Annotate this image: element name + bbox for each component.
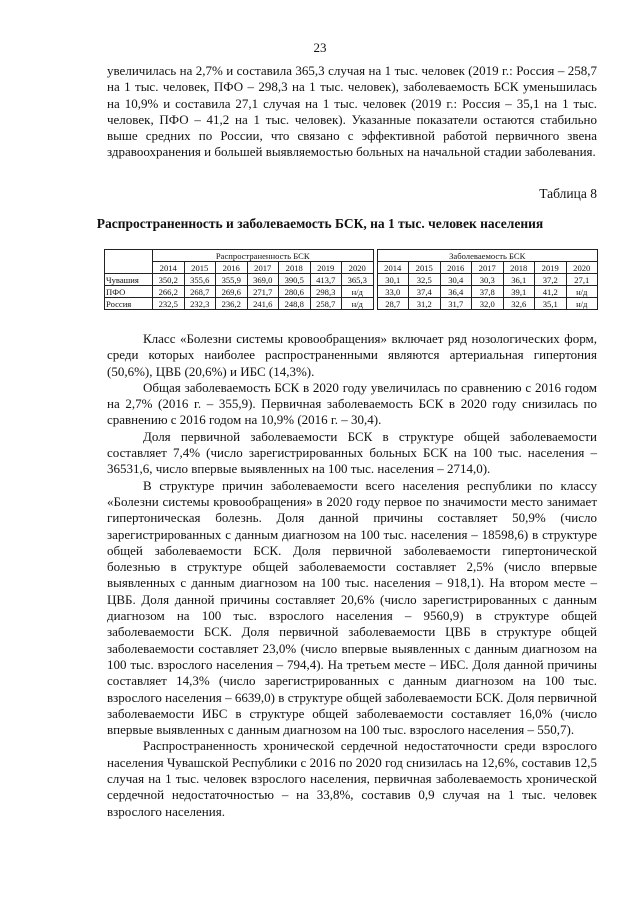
table-cell: 268,7 bbox=[184, 286, 216, 298]
table-title: Распространенность и заболеваемость БСК, на 1 тыс. человек населения bbox=[96, 216, 544, 231]
table-cell: 232,5 bbox=[153, 298, 185, 310]
table-cell: 271,7 bbox=[247, 286, 279, 298]
year-header: 2018 bbox=[503, 262, 535, 274]
year-header: 2019 bbox=[310, 262, 342, 274]
table-number: Таблица 8 bbox=[539, 186, 597, 201]
table-cell: 266,2 bbox=[153, 286, 185, 298]
year-header: 2014 bbox=[153, 262, 185, 274]
paragraph: В структуре причин заболеваемости всего населения республики по классу «Болезни системы кровообращения» в 2020 году первое по значимости место занимает гипертоническая болезнь. Доля данной причины составляет 50,9% (число зарегистрированных с данным диагнозом на 100 тыс. населения – 18598,6) в структуре общей заболеваемости БСК. Доля первичной заболеваемости гипертонической болезнью в структуре общей заболеваемости составляет 2,5% (число впервые выявленных с данным диагнозом на 100 тыс. населения – 918,1). На втором месте – ЦВБ. Доля данной причины составляет 20,6% (число зарегистрированных с данным диагнозом на 100 тыс. взрослого населения – 9560,9) в структуре общей заболеваемости БСК. Доля первичной заболеваемости ЦВБ в структуре общей заболеваемости составляет 23,0% (число впервые выявленных с данным диагнозом на 100 тыс. взрослого населения – 794,4). На третьем месте – ИБС. Доля данной причины составляет 14,3% (число зарегистрированных с данным диагнозом на 100 тыс. взрослого населения – 6639,0) в структуре общей заболеваемости БСК. Доля первичной заболеваемости ИБС в структуре общей заболеваемости составляет 16,0% (число впервые выявленных с данным диагнозом на 100 тыс. взрослого населения – 550,7). bbox=[107, 477, 597, 738]
table-cell: н/д bbox=[342, 298, 374, 310]
table-cell: 369,0 bbox=[247, 274, 279, 286]
table-cell: 269,6 bbox=[216, 286, 248, 298]
row-label: Чувашия bbox=[105, 274, 153, 286]
table-cell: 31,7 bbox=[440, 298, 472, 310]
table-cell: 39,1 bbox=[503, 286, 535, 298]
year-header: 2018 bbox=[279, 262, 311, 274]
year-header: 2015 bbox=[409, 262, 441, 274]
table-cell: 35,1 bbox=[535, 298, 567, 310]
table-cell: 236,2 bbox=[216, 298, 248, 310]
page-number: 23 bbox=[313, 40, 327, 55]
row-label: Россия bbox=[105, 298, 153, 310]
year-header: 2019 bbox=[535, 262, 567, 274]
table-cell: 241,6 bbox=[247, 298, 279, 310]
table-year-row bbox=[105, 262, 598, 274]
table-cell: 32,5 bbox=[409, 274, 441, 286]
table-cell: 32,0 bbox=[472, 298, 504, 310]
table-cell: 30,4 bbox=[440, 274, 472, 286]
table-cell: н/д bbox=[566, 286, 598, 298]
table-cell: 30,1 bbox=[377, 274, 409, 286]
table-cell: 36,1 bbox=[503, 274, 535, 286]
year-header: 2016 bbox=[216, 262, 248, 274]
year-header: 2014 bbox=[377, 262, 409, 274]
table-group-header-row bbox=[105, 250, 598, 262]
table-cell: 37,4 bbox=[409, 286, 441, 298]
table-row-russia bbox=[105, 298, 598, 310]
table-cell: 41,2 bbox=[535, 286, 567, 298]
table-cell: 33,0 bbox=[377, 286, 409, 298]
table-cell: 37,2 bbox=[535, 274, 567, 286]
table-cell: 350,2 bbox=[153, 274, 185, 286]
table-cell: 298,3 bbox=[310, 286, 342, 298]
year-header: 2020 bbox=[342, 262, 374, 274]
paragraph: Распространенность хронической сердечной недостаточности среди взрослого населения Чувашской Республики с 2016 по 2020 год снизилась на 12,6%, составив 12,5 случая на 1 тыс. человек взрослого населения, первичная заболеваемость хронической сердечной недостаточностью – на 33,8%, составив 0,9 случая на 1 тыс. человек взрослого населения. bbox=[107, 738, 597, 819]
row-label: ПФО bbox=[105, 286, 153, 298]
table-cell: 248,8 bbox=[279, 298, 311, 310]
table-row-pfo bbox=[105, 286, 598, 298]
table-cell: 30,3 bbox=[472, 274, 504, 286]
table-cell: 355,6 bbox=[184, 274, 216, 286]
table-cell: 355,9 bbox=[216, 274, 248, 286]
table-cell: 28,7 bbox=[377, 298, 409, 310]
table-cell: 32,6 bbox=[503, 298, 535, 310]
body-text bbox=[107, 331, 597, 820]
table-cell: 258,7 bbox=[310, 298, 342, 310]
table-cell: 31,2 bbox=[409, 298, 441, 310]
year-header: 2017 bbox=[472, 262, 504, 274]
year-header: 2016 bbox=[440, 262, 472, 274]
intro-paragraph bbox=[107, 63, 597, 161]
table-row-chuvashia bbox=[105, 274, 598, 286]
table-cell: 280,6 bbox=[279, 286, 311, 298]
year-header: 2020 bbox=[566, 262, 598, 274]
table-cell: 37,8 bbox=[472, 286, 504, 298]
paragraph: Доля первичной заболеваемости БСК в структуре общей заболеваемости составляет 7,4% (число зарегистрированных больных БСК на 100 тыс. населения – 36531,6, число впервые выявленных на 100 тыс. населения – 2714,0). bbox=[107, 428, 597, 477]
table-corner-cell bbox=[105, 250, 153, 274]
table-cell: 413,7 bbox=[310, 274, 342, 286]
group-header-incidence: Заболеваемость БСК bbox=[377, 250, 598, 262]
table-cell: н/д bbox=[342, 286, 374, 298]
table-cell: 232,3 bbox=[184, 298, 216, 310]
table-cell: н/д bbox=[566, 298, 598, 310]
paragraph: Общая заболеваемость БСК в 2020 году увеличилась по сравнению с 2016 годом на 2,7% (2016 г. – 355,9). Первичная заболеваемость БСК в 2020 году снизилась по сравнению с 2016 годом на 10,9% (2016 г. – 30,4). bbox=[107, 379, 597, 428]
table-cell: 390,5 bbox=[279, 274, 311, 286]
table-cell: 36,4 bbox=[440, 286, 472, 298]
group-header-prevalence: Распространенность БСК bbox=[153, 250, 374, 262]
year-header: 2017 bbox=[247, 262, 279, 274]
intro-paragraph-text: увеличилась на 2,7% и составила 365,3 случая на 1 тыс. человек (2019 г.: Россия – 258,7 на 1 тыс. человек, ПФО – 298,3 на 1 тыс. человек), заболеваемость БСК уменьшилась на 10,9% и составила 27,1 случая на 1 тыс. человек (2019 г.: Россия – 35,1 на 1 тыс. человек, ПФО – 41,2 на 1 тыс. человек). Указанные показатели остаются стабильно выше средних по России, что связано с эффективной работой первичного звена здравоохранения и большей выявляемостью больных на начальной стадии заболевания. bbox=[107, 63, 597, 160]
paragraph: Класс «Болезни системы кровообращения» включает ряд нозологических форм, среди которых наиболее распространенными являются артериальная гипертония (50,6%), ЦВБ (20,6%) и ИБС (14,3%). bbox=[107, 331, 597, 379]
table-cell: 365,3 bbox=[342, 274, 374, 286]
statistics-table bbox=[104, 249, 598, 310]
year-header: 2015 bbox=[184, 262, 216, 274]
table-cell: 27,1 bbox=[566, 274, 598, 286]
